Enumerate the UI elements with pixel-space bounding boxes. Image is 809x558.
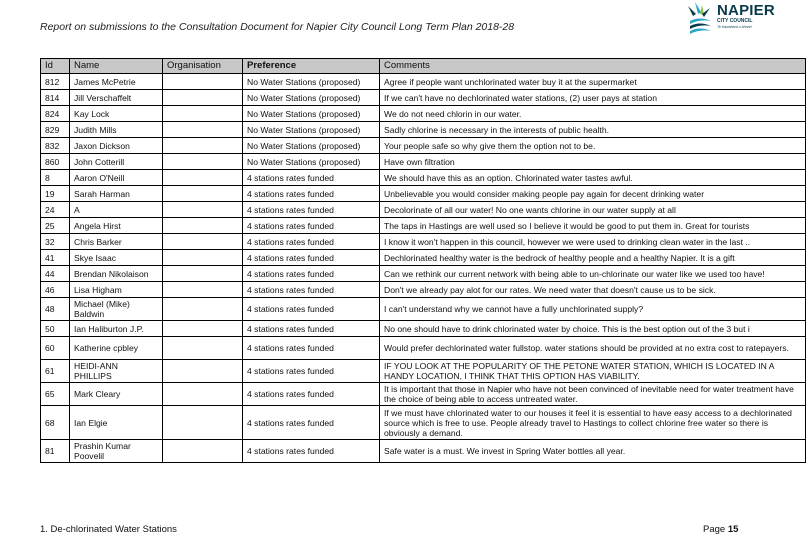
cell-id: 61 [41, 360, 70, 383]
logo-name: NAPIER [717, 2, 775, 19]
cell-organisation [163, 383, 243, 406]
page-number: 15 [727, 524, 739, 535]
cell-name: Katherine cpbley [70, 337, 163, 360]
cell-id: 60 [41, 337, 70, 360]
cell-organisation [163, 360, 243, 383]
cell-id: 814 [41, 90, 70, 106]
cell-organisation [163, 138, 243, 154]
cell-organisation [163, 218, 243, 234]
cell-id: 65 [41, 383, 70, 406]
cell-name: Jill Verschaffelt [70, 90, 163, 106]
table-row [41, 74, 806, 90]
cell-name: Lisa Higham [70, 282, 163, 298]
cell-preference: 4 stations rates funded [243, 234, 380, 250]
cell-name: Prashin Kumar Poovelil [70, 440, 163, 463]
cell-comments: Unbelievable you would consider making people pay again for decent drinking water [380, 186, 806, 202]
cell-organisation [163, 440, 243, 463]
column-header-organisation: Organisation [163, 59, 243, 74]
cell-id: 32 [41, 234, 70, 250]
table-row [41, 440, 806, 463]
cell-comments: Safe water is a must. We invest in Spring Water bottles all year. [380, 440, 806, 463]
footer-page-number [703, 524, 738, 535]
cell-organisation [163, 202, 243, 218]
cell-preference: 4 stations rates funded [243, 406, 380, 440]
page-label: Page [703, 524, 726, 535]
cell-preference: 4 stations rates funded [243, 383, 380, 406]
cell-id: 68 [41, 406, 70, 440]
cell-preference: 4 stations rates funded [243, 218, 380, 234]
cell-comments: Would prefer dechlorinated water fullstop. water stations should be provided at no extra cost to ratepayers. [380, 337, 806, 360]
cell-name: John Cotterill [70, 154, 163, 170]
cell-organisation [163, 106, 243, 122]
cell-comments: I know it won't happen in this council, however we were used to drinking clean water in the last .. [380, 234, 806, 250]
table-row [41, 337, 806, 360]
table-row [41, 406, 806, 440]
table-row [41, 170, 806, 186]
table-row [41, 321, 806, 337]
cell-name: Jaxon Dickson [70, 138, 163, 154]
cell-preference: 4 stations rates funded [243, 360, 380, 383]
column-header-comments: Comments [380, 59, 806, 74]
cell-preference: 4 stations rates funded [243, 202, 380, 218]
cell-comments: I can't understand why we cannot have a fully unchlorinated supply? [380, 298, 806, 321]
table-row [41, 154, 806, 170]
column-header-preference: Preference [243, 59, 380, 74]
table-row [41, 282, 806, 298]
cell-preference: 4 stations rates funded [243, 321, 380, 337]
cell-id: 50 [41, 321, 70, 337]
cell-name: Judith Mills [70, 122, 163, 138]
cell-name: Ian Elgie [70, 406, 163, 440]
cell-organisation [163, 321, 243, 337]
cell-preference: 4 stations rates funded [243, 337, 380, 360]
logo-tagline: Te Kaunihera o Ahuriri [717, 25, 752, 29]
cell-organisation [163, 234, 243, 250]
cell-id: 824 [41, 106, 70, 122]
cell-preference: 4 stations rates funded [243, 298, 380, 321]
table-row [41, 234, 806, 250]
table-row [41, 122, 806, 138]
cell-id: 829 [41, 122, 70, 138]
cell-name: James McPetrie [70, 74, 163, 90]
cell-organisation [163, 186, 243, 202]
cell-preference: No Water Stations (proposed) [243, 90, 380, 106]
cell-name: Ian Haliburton J.P. [70, 321, 163, 337]
table-row [41, 90, 806, 106]
cell-preference: 4 stations rates funded [243, 250, 380, 266]
cell-preference: No Water Stations (proposed) [243, 122, 380, 138]
cell-organisation [163, 90, 243, 106]
cell-preference: 4 stations rates funded [243, 440, 380, 463]
table-row [41, 266, 806, 282]
cell-comments: Decolorinate of all our water! No one wants chlorine in our water supply at all [380, 202, 806, 218]
cell-comments: Dechlorinated healthy water is the bedrock of healthy people and a healthy Napier. It is a gift [380, 250, 806, 266]
cell-preference: 4 stations rates funded [243, 282, 380, 298]
cell-comments: Can we rethink our current network with being able to un-chlorinate our water like we used too have! [380, 266, 806, 282]
cell-name: HEIDI-ANN PHILLIPS [70, 360, 163, 383]
cell-name: Kay Lock [70, 106, 163, 122]
cell-name: A [70, 202, 163, 218]
cell-name: Michael (Mike) Baldwin [70, 298, 163, 321]
table-row [41, 202, 806, 218]
cell-organisation [163, 170, 243, 186]
napier-council-logo [686, 2, 796, 36]
napier-logo-mark-icon [686, 2, 714, 34]
table-row [41, 298, 806, 321]
cell-id: 46 [41, 282, 70, 298]
cell-name: Brendan Nikolaison [70, 266, 163, 282]
cell-comments: The taps in Hastings are well used so I believe it would be good to put them in. Great for tourists [380, 218, 806, 234]
cell-name: Chris Barker [70, 234, 163, 250]
cell-organisation [163, 266, 243, 282]
cell-organisation [163, 250, 243, 266]
cell-id: 81 [41, 440, 70, 463]
page-header-title: Report on submissions to the Consultation Document for Napier City Council Long Term Plan 2018-28 [40, 21, 515, 33]
table-header-row [41, 59, 806, 74]
cell-name: Angela Hirst [70, 218, 163, 234]
cell-id: 25 [41, 218, 70, 234]
table-row [41, 186, 806, 202]
cell-comments: Have own filtration [380, 154, 806, 170]
cell-comments: Agree if people want unchlorinated water buy it at the supermarket [380, 74, 806, 90]
cell-organisation [163, 122, 243, 138]
column-header-id: Id [41, 59, 70, 74]
cell-comments: If we must have chlorinated water to our houses it feel it is essential to have easy access to a dechlorinated source which is free to use. People already travel to Hastings to collect chlorine free water so there is obviously a demand. [380, 406, 806, 440]
cell-comments: We should have this as an option. Chlorinated water tastes awful. [380, 170, 806, 186]
cell-id: 19 [41, 186, 70, 202]
cell-name: Skye Isaac [70, 250, 163, 266]
cell-comments: No one should have to drink chlorinated water by choice. This is the best option out of the 3 but i [380, 321, 806, 337]
column-header-name: Name [70, 59, 163, 74]
table-row [41, 250, 806, 266]
table-row [41, 218, 806, 234]
cell-preference: 4 stations rates funded [243, 170, 380, 186]
table-row [41, 383, 806, 406]
cell-comments: We do not need chlorin in our water. [380, 106, 806, 122]
cell-comments: Your people safe so why give them the option not to be. [380, 138, 806, 154]
cell-comments: If we can't have no dechlorinated water stations, (2) user pays at station [380, 90, 806, 106]
cell-organisation [163, 337, 243, 360]
cell-name: Mark Cleary [70, 383, 163, 406]
cell-organisation [163, 406, 243, 440]
cell-organisation [163, 282, 243, 298]
cell-comments: Don't we already pay alot for our rates. We need water that doesn't cause us to be sick. [380, 282, 806, 298]
cell-preference: No Water Stations (proposed) [243, 154, 380, 170]
cell-comments: IF YOU LOOK AT THE POPULARITY OF THE PETONE WATER STATION, WHICH IS LOCATED IN A HANDY LOCATION, I THINK THAT THIS OPTION HAS VIABILITY. [380, 360, 806, 383]
cell-comments: It is important that those in Napier who have not been convinced of inevitable need for water treatment have the choice of being able to access untreated water. [380, 383, 806, 406]
cell-organisation [163, 154, 243, 170]
table-row [41, 360, 806, 383]
cell-preference: 4 stations rates funded [243, 266, 380, 282]
cell-name: Aaron O'Neill [70, 170, 163, 186]
cell-name: Sarah Harman [70, 186, 163, 202]
cell-id: 832 [41, 138, 70, 154]
cell-id: 860 [41, 154, 70, 170]
submissions-table [40, 58, 806, 463]
cell-preference: 4 stations rates funded [243, 186, 380, 202]
cell-id: 48 [41, 298, 70, 321]
cell-id: 812 [41, 74, 70, 90]
cell-id: 41 [41, 250, 70, 266]
cell-organisation [163, 298, 243, 321]
logo-council: CITY COUNCIL [717, 18, 753, 24]
cell-preference: No Water Stations (proposed) [243, 106, 380, 122]
cell-preference: No Water Stations (proposed) [243, 138, 380, 154]
table-row [41, 106, 806, 122]
cell-id: 24 [41, 202, 70, 218]
cell-comments: Sadly chlorine is necessary in the interests of public health. [380, 122, 806, 138]
cell-organisation [163, 74, 243, 90]
footer-section-title: 1. De-chlorinated Water Stations [40, 524, 177, 535]
cell-preference: No Water Stations (proposed) [243, 74, 380, 90]
cell-id: 44 [41, 266, 70, 282]
table-row [41, 138, 806, 154]
cell-id: 8 [41, 170, 70, 186]
